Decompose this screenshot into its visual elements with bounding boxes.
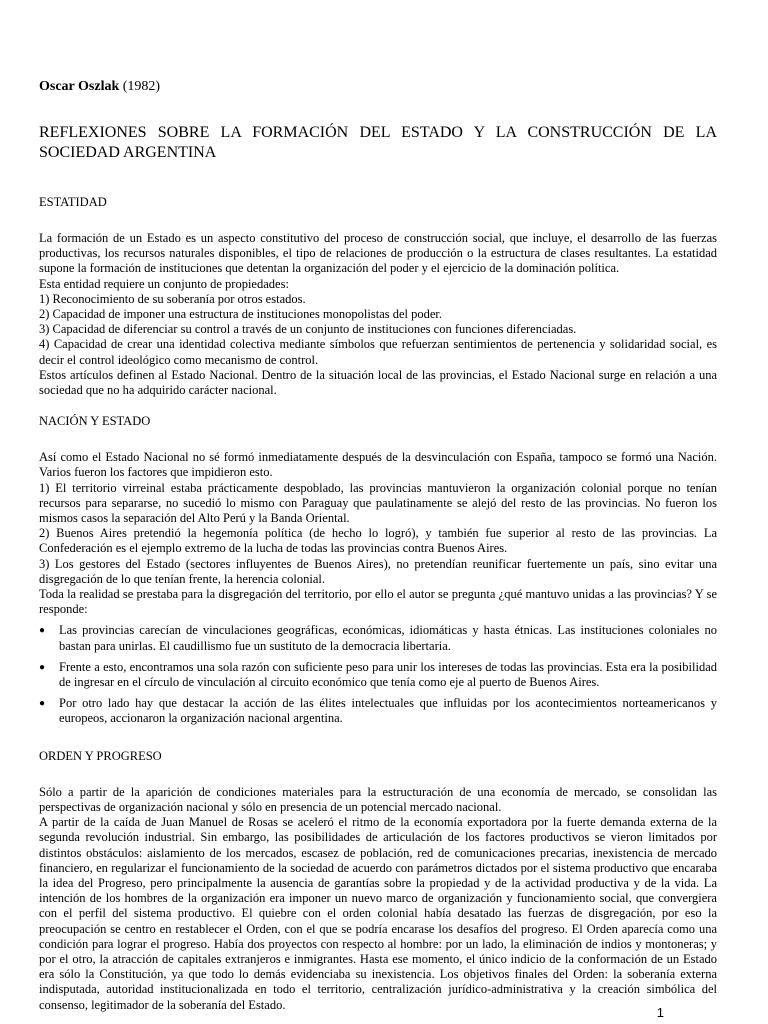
bullet-text: Frente a esto, encontramos una sola razón con suficiente peso para unir los intereses de todas las provincias. Esta era la posibilidad de ingresar en el círculo de vinculación al circuito económico que tenía como eje al puerto de Buenos Aires. — [59, 659, 717, 690]
paragraph: Así como el Estado Nacional no sé formó inmediatamente después de la desvinculación con España, tampoco se formó una Nación. Varios fueron los factores que impidieron esto. — [39, 450, 717, 480]
list-item: 1) El territorio virreinal estaba prácticamente despoblado, las provincias mantuvieron la organización colonial porque no tenían recursos para separarse, no sucedió lo mismo con Paraguay que paulatinamente se alejó del resto de las provincias. No fueron los mismos casos la separación del Alto Perú y la Banda Oriental. — [39, 480, 717, 526]
list-item: 4) Capacidad de crear una identidad colectiva mediante símbolos que refuerzan sentimientos de pertenencia y solidaridad social, es decir el control ideológico como mecanismo de control. — [39, 337, 717, 367]
bullet-item — [39, 660, 717, 690]
bullet-item — [39, 696, 717, 726]
author-line — [39, 78, 717, 96]
paragraph: Esta entidad requiere un conjunto de propiedades: — [39, 276, 289, 291]
bullet-icon: ● — [39, 661, 46, 673]
publication-year: (1982) — [122, 79, 161, 94]
paragraph: Toda la realidad se prestaba para la disgregación del territorio, por ello el autor se pregunta ¿qué mantuvo unidas a las provincias? Y se responde: — [39, 587, 717, 617]
section-heading-orden: ORDEN Y PROGRESO — [39, 748, 162, 763]
page-number: 1 — [656, 1005, 664, 1020]
paragraph: La formación de un Estado es un aspecto constitutivo del proceso de construcción social, que incluye, el desarrollo de las fuerzas productivas, los recursos naturales disponibles, el tipo de relaciones de producción o la estructura de clases resultantes. La estatidad supone la formación de instituciones que detentan la organización del poder y el ejercicio de la dominación política. — [39, 231, 717, 276]
list-item: 3) Capacidad de diferenciar su control a través de un conjunto de instituciones con funciones diferenciadas. — [39, 322, 577, 337]
list-item: 2) Capacidad de imponer una estructura de instituciones monopolistas del poder. — [39, 307, 443, 322]
list-item: 3) Los gestores del Estado (sectores influyentes de Buenos Aires), no pretendían reunificar fuertemente un país, sino evitar una disgregación de lo que tenían frente, la herencia colonial. — [39, 556, 717, 586]
section-heading-nacion: NACIÓN Y ESTADO — [39, 414, 151, 429]
paragraph: Sólo a partir de la aparición de condiciones materiales para la estructuración de una economía de mercado, se consolidan las perspectivas de organización nacional y sólo en presencia de un potencial mercado nacional. — [39, 784, 717, 814]
list-item: 2) Buenos Aires pretendió la hegemonía política (de hecho lo logró), y también fue superior al resto de las provincias. La Confederación es el ejemplo extremo de la lucha de todas las provincias contra Buenos Aires. — [39, 526, 717, 556]
list-item: 1) Reconocimiento de su soberanía por otros estados. — [39, 291, 306, 306]
bullet-text: Por otro lado hay que destacar la acción de las élites intelectuales que influidas por los acontecimientos norteamericanos y europeos, accionaron la organización nacional argentina. — [59, 696, 717, 726]
bullet-item — [39, 623, 717, 653]
document-title: REFLEXIONES SOBRE LA FORMACIÓN DEL ESTADO Y LA CONSTRUCCIÓN DE LA SOCIEDAD ARGENTINA — [39, 124, 717, 161]
section-heading-estatidad: ESTATIDAD — [39, 195, 107, 209]
bullet-icon: ● — [39, 625, 46, 637]
bullet-icon: ● — [39, 698, 46, 710]
paragraph: A partir de la caída de Juan Manuel de Rosas se aceleró el ritmo de la economía exportadora por la fuerte demanda externa de la segunda revolución industrial. Sin embargo, las posibilidades de articulación de los factores productivos se vieron limitados por distintos obstáculos: aislamiento de los mercados, escasez de población, red de comunicaciones precarias, inexistencia de mercado financiero, en regularizar el funcionamiento de la sociedad de acuerdo con parámetros dictados por el sistema productivo que encaraba la idea del Progreso, pero principalmente la ausencia de garantías sobre la propiedad y de la actividad productiva y de la vida. La intención de los hombres de la organización era imponer un nuevo marco de organización y funcionamiento social, que convergiera con el perfil del sistema productivo. El quiebre con el orden colonial había desatado las fuerzas de disgregación, por eso la preocupación se centro en restablecer el Orden, con el que se podría encarase los desafíos del progreso. El Orden aparecía como una condición para lograr el progreso. Había dos proyectos con respecto al hombre: por un lado, la eliminación de indios y montoneras; y por el otro, la atracción de capitales extranjeros e inmigrantes. Hasta ese momento, el único indicio de la conformación de un Estado era sólo la Constitución, ya que todo lo demás evidenciaba su inexistencia. Los objetivos finales del Orden: la soberanía externa indisputada, autoridad institucionalizada en todo el territorio, centralización jurídico-administrativa y la creación simbólica del consenso, legitimador de la soberanía del Estado. — [39, 815, 717, 1012]
author-name: Oscar Oszlak — [39, 79, 120, 94]
paragraph: Estos artículos definen al Estado Nacional. Dentro de la situación local de las provincias, el Estado Nacional surge en relación a una sociedad que no ha adquirido carácter nacional. — [39, 367, 717, 398]
bullet-text: Las provincias carecían de vinculaciones geográficas, económicas, idiomáticas y hasta étnicas. Las instituciones coloniales no bastan para unirlas. El caudillismo fue un sustituto de la democracia libertaria. — [59, 623, 717, 653]
